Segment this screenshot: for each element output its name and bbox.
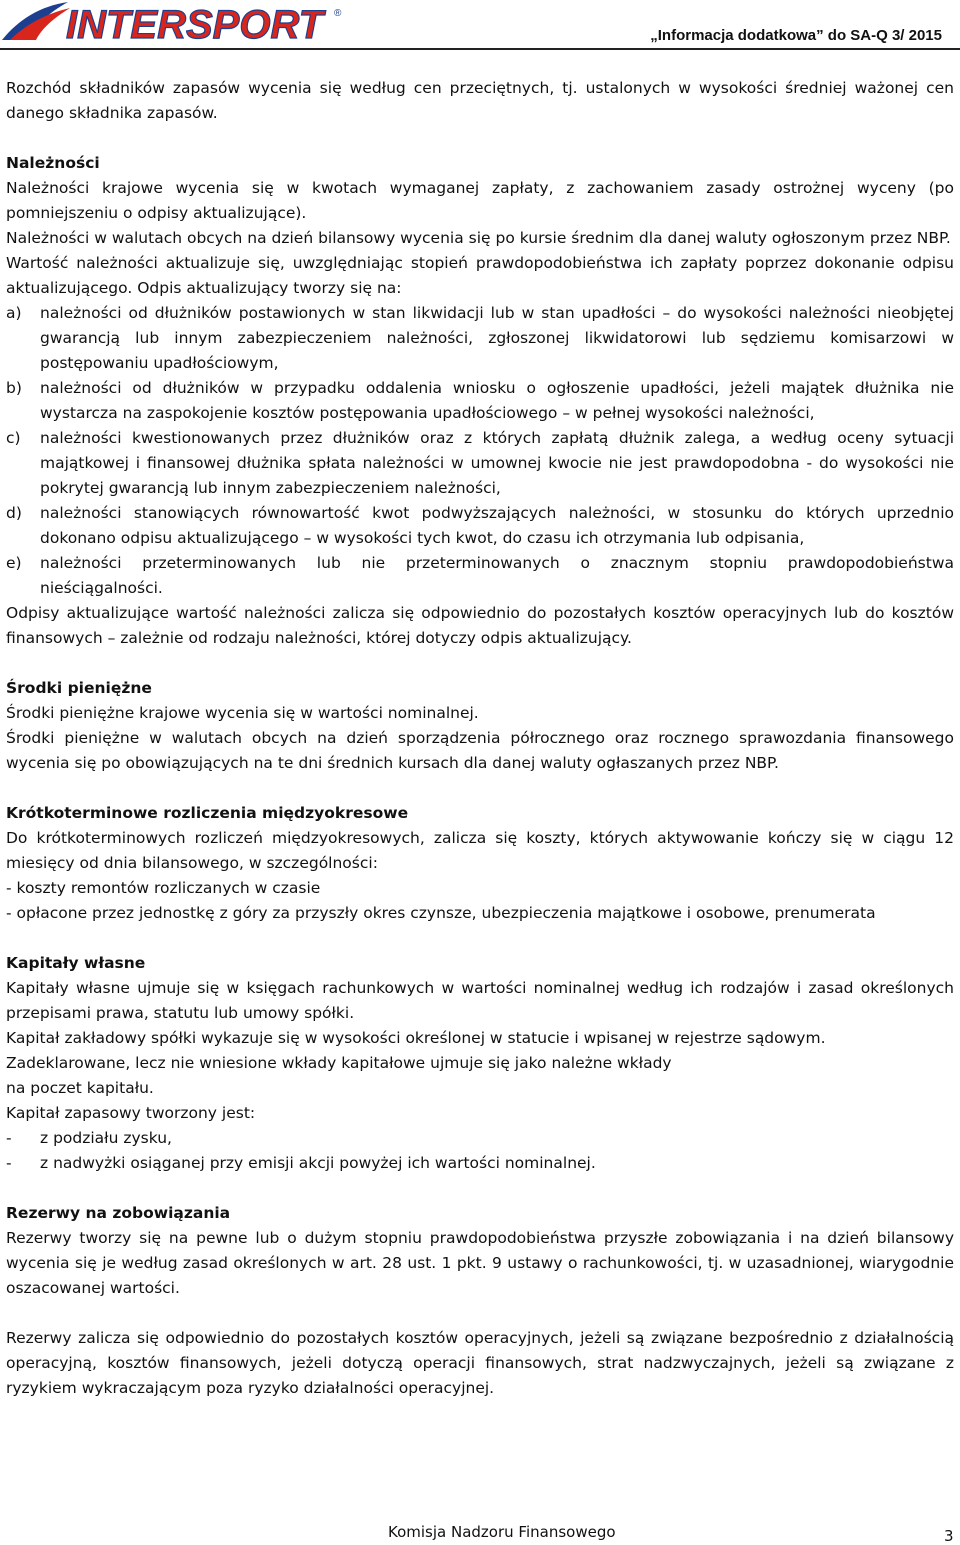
logo-wordmark: INTERSPORT: [66, 3, 324, 46]
page-header: [0, 0, 960, 50]
paragraph: Zadeklarowane, lecz nie wniesione wkłady kapitałowe ujmuje się jako należne wkłady: [6, 1054, 672, 1072]
list-item: [6, 1126, 954, 1151]
list-item: [6, 551, 954, 601]
paragraph-intro: Rozchód składników zapasów wycenia się według cen przeciętnych, tj. ustalonych w wysokości średniej ważonej cen danego składnika zapasów.: [6, 79, 954, 122]
list-item: [6, 501, 954, 551]
paragraph: Kapitał zakładowy spółki wykazuje się w wysokości określonej w statucie i wpisanej w rejestrze sądowym.: [6, 1029, 826, 1047]
heading-rezerwy: Rezerwy na zobowiązania: [6, 1204, 231, 1222]
list-text: należności kwestionowanych przez dłużników oraz z których zapłatą dłużnik zalega, a według oceny sytuacji majątkowej i finansowej dłużnika spłata należności w umownej kwocie nie jest prawdopodobna - do wysokości nie pokrytej gwarancją lub innym zabezpieczeniem należności,: [40, 429, 954, 497]
list-item: [6, 1151, 954, 1176]
list-text: należności od dłużników postawionych w stan likwidacji lub w stan upadłości – do wysokości należności nieobjętej gwarancją lub innym zabezpieczeniem należności, zgłoszonej likwidatorowi lub sędziemu komisarzowi w postępowaniu upadłościowym,: [40, 304, 954, 372]
list-text: należności stanowiących równowartość kwot podwyższających należności, w stosunku do których uprzednio dokonano odpisu aktualizującego – w wysokości tych kwot, do czasu ich otrzymania lub odpisania,: [40, 504, 954, 547]
list-label: e): [6, 554, 22, 572]
list-text: należności od dłużników w przypadku oddalenia wniosku o ogłoszenie upadłości, jeżeli majątek dłużnika nie wystarcza na zaspokojenie kosztów postępowania upadłościowego – w pełnej wysokości należności,: [40, 379, 954, 422]
heading-srodki-pieniezne: Środki pieniężne: [6, 679, 152, 697]
paragraph: Kapitały własne ujmuje się w księgach rachunkowych w wartości nominalnej według ich rodzajów i zasad określonych przepisami prawa, statutu lub umowy spółki.: [6, 979, 954, 1022]
paragraph: - opłacone przez jednostkę z góry za przyszły okres czynsze, ubezpieczenia majątkowe i osobowe, prenumerata: [6, 904, 876, 922]
document-body: [6, 76, 954, 1401]
list-item: [6, 376, 954, 426]
list-label: -: [6, 1129, 12, 1147]
document-info: „Informacja dodatkowa” do SA-Q 3/ 2015: [650, 27, 942, 44]
paragraph: Rezerwy zalicza się odpowiednio do pozostałych kosztów operacyjnych, jeżeli są związane bezpośrednio z działalnością operacyjną, kosztów finansowych, jeżeli dotyczą operacji finansowych, strat nadzwyczajnych, jeżeli są związane z ryzykiem wykraczającym poza ryzyko działalności operacyjnej.: [6, 1329, 954, 1397]
list-label: b): [6, 379, 22, 397]
list-text: z podziału zysku,: [40, 1129, 172, 1147]
header-rule: [0, 48, 960, 50]
list-label: c): [6, 429, 21, 447]
paragraph: - koszty remontów rozliczanych w czasie: [6, 879, 321, 897]
intersport-logo: [0, 0, 345, 46]
list-item: [6, 301, 954, 376]
page-number: 3: [944, 1527, 954, 1545]
list-label: d): [6, 504, 22, 522]
heading-naleznosci: Należności: [6, 154, 100, 172]
heading-rozliczenia: Krótkoterminowe rozliczenia międzyokresowe: [6, 804, 409, 822]
list-text: z nadwyżki osiąganej przy emisji akcji powyżej ich wartości nominalnej.: [40, 1154, 596, 1172]
list-text: należności przeterminowanych lub nie przeterminowanych o znacznym stopniu prawdopodobieństwa nieściągalności.: [40, 554, 954, 597]
paragraph: Odpisy aktualizujące wartość należności zalicza się odpowiednio do pozostałych kosztów operacyjnych lub do kosztów finansowych – zależnie od rodzaju należności, której dotyczy odpis aktualizujący.: [6, 604, 954, 647]
paragraph: na poczet kapitału.: [6, 1079, 154, 1097]
paragraph: Środki pieniężne krajowe wycenia się w wartości nominalnej.: [6, 704, 479, 722]
paragraph: Należności krajowe wycenia się w kwotach wymaganej zapłaty, z zachowaniem zasady ostrożnej wyceny (po pomniejszeniu o odpisy aktualizujące).: [6, 179, 954, 222]
paragraph: Do krótkoterminowych rozliczeń międzyokresowych, zalicza się koszty, których aktywowanie kończy się w ciągu 12 miesięcy od dnia bilansowego, w szczególności:: [6, 829, 954, 872]
paragraph: Kapitał zapasowy tworzony jest:: [6, 1104, 256, 1122]
paragraph: Rezerwy tworzy się na pewne lub o dużym stopniu prawdopodobieństwa przyszłe zobowiązania i na dzień bilansowy wycenia się je według zasad określonych w art. 28 ust. 1 pkt. 9 ustawy o rachunkowości, tj. w uzasadnionej, wiarygodnie oszacowanej wartości.: [6, 1229, 954, 1297]
heading-kapitaly-wlasne: Kapitały własne: [6, 954, 146, 972]
paragraph: Środki pieniężne w walutach obcych na dzień sporządzenia półrocznego oraz rocznego sprawozdania finansowego wycenia się po obowiązujących na te dni średnich kursach dla danej waluty ogłaszanych przez NBP.: [6, 729, 954, 772]
paragraph: Wartość należności aktualizuje się, uwzględniając stopień prawdopodobieństwa ich zapłaty poprzez dokonanie odpisu aktualizującego. Odpis aktualizujący tworzy się na:: [6, 254, 954, 297]
registered-mark: ®: [334, 8, 342, 19]
paragraph: Należności w walutach obcych na dzień bilansowy wycenia się po kursie średnim dla danej waluty ogłoszonym przez NBP.: [6, 229, 951, 247]
list-label: -: [6, 1154, 12, 1172]
list-item: [6, 426, 954, 501]
list-label: a): [6, 304, 22, 322]
footer-institution: Komisja Nadzoru Finansowego: [388, 1523, 616, 1541]
